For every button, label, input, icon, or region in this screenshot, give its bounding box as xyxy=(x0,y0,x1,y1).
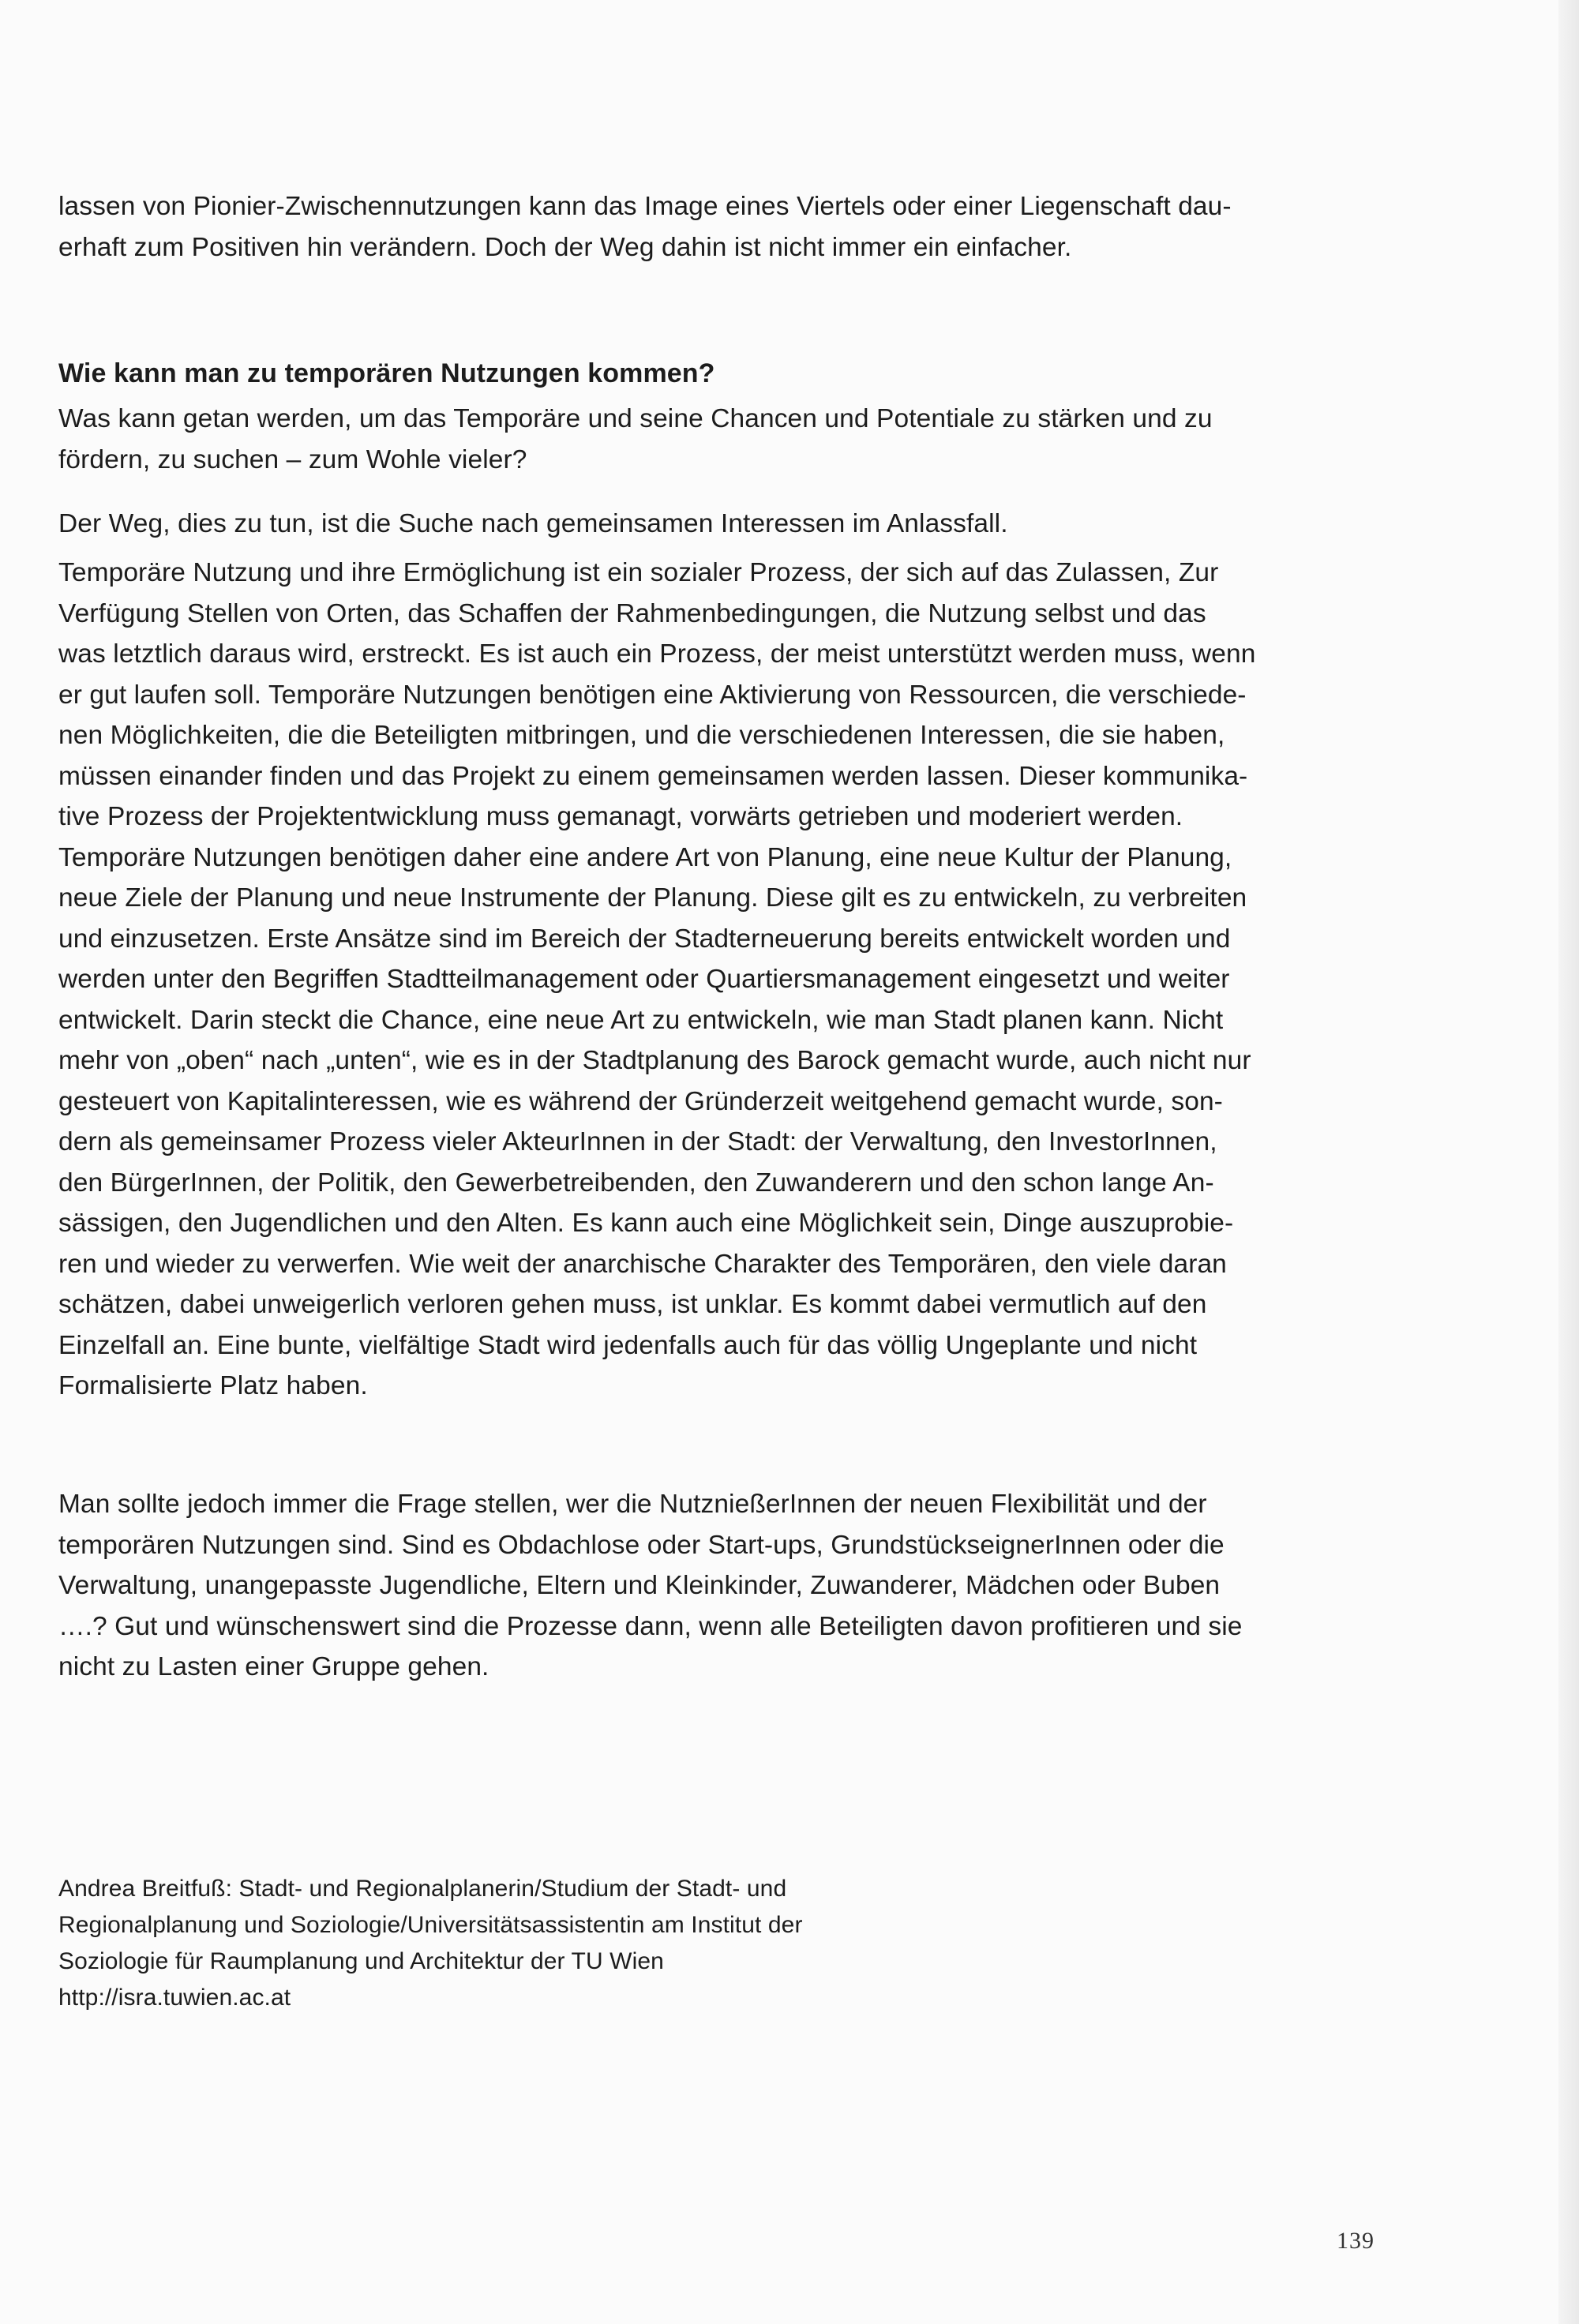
text-line: fördern, zu suchen – zum Wohle vieler? xyxy=(58,444,527,474)
text-line: temporären Nutzungen sind. Sind es Obdachlose oder Start-ups, GrundstückseignerInnen oder die xyxy=(58,1530,1225,1560)
text-line: ….? Gut und wünschenswert sind die Prozesse dann, wenn alle Beteiligten davon profitieren und sie xyxy=(58,1611,1243,1641)
question-paragraph xyxy=(58,399,1353,480)
text-line: was letztlich daraus wird, erstreckt. Es ist auch ein Prozess, der meist unterstützt werden muss, wenn xyxy=(58,639,1256,669)
text-line: neue Ziele der Planung und neue Instrumente der Planung. Diese gilt es zu entwickeln, zu verbreiten xyxy=(58,883,1247,913)
text-line: werden unter den Begriffen Stadtteilmanagement oder Quartiersmanagement eingesetzt und weiter xyxy=(58,965,1230,994)
text-line: sässigen, den Jugendlichen und den Alten. Es kann auch eine Möglichkeit sein, Dinge auszuprobie- xyxy=(58,1209,1234,1238)
text-line: Formalisierte Platz haben. xyxy=(58,1371,368,1400)
text-line: ren und wieder zu verwerfen. Wie weit der anarchische Charakter des Temporären, den viele daran xyxy=(58,1249,1227,1279)
way-paragraph xyxy=(58,504,1353,545)
text-line: Temporäre Nutzung und ihre Ermöglichung ist ein sozialer Prozess, der sich auf das Zulassen, Zur xyxy=(58,558,1219,587)
author-bio-line: Regionalplanung und Soziologie/Universitätsassistentin am Institut der xyxy=(58,1912,803,1938)
text-line: gesteuert von Kapitalinteressen, wie es während der Gründerzeit weitgehend gemacht wurde, son- xyxy=(58,1086,1223,1116)
closing-paragraph xyxy=(58,1484,1353,1688)
text-line: nen Möglichkeiten, die die Beteiligten mitbringen, und die verschiedenen Interessen, die sie haben, xyxy=(58,721,1225,750)
section-heading-block xyxy=(58,354,1353,395)
section-heading: Wie kann man zu temporären Nutzungen kommen? xyxy=(58,358,715,388)
text-line: lassen von Pionier-Zwischennutzungen kann das Image eines Viertels oder einer Liegenschaft dau- xyxy=(58,192,1232,221)
page-number: 139 xyxy=(1337,2228,1375,2254)
text-line: den BürgerInnen, der Politik, den Gewerbetreibenden, den Zuwanderern und den schon lange An- xyxy=(58,1168,1214,1198)
text-line: schätzen, dabei unweigerlich verloren gehen muss, ist unklar. Es kommt dabei vermutlich auf den xyxy=(58,1290,1207,1319)
author-bio-line: Andrea Breitfuß: Stadt- und Regionalplanerin/Studium der Stadt- und xyxy=(58,1876,787,1902)
text-line: Der Weg, dies zu tun, ist die Suche nach gemeinsamen Interessen im Anlassfall. xyxy=(58,509,1008,538)
text-line: dern als gemeinsamer Prozess vieler AkteurInnen in der Stadt: der Verwaltung, den InvestorInnen, xyxy=(58,1127,1217,1156)
text-line: Man sollte jedoch immer die Frage stellen, wer die NutznießerInnen der neuen Flexibilität und der xyxy=(58,1490,1207,1519)
text-line: mehr von „oben“ nach „unten“, wie es in der Stadtplanung des Barock gemacht wurde, auch nicht nur xyxy=(58,1046,1251,1075)
main-paragraph xyxy=(58,553,1353,1407)
text-line: Was kann getan werden, um das Temporäre und seine Chancen und Potentiale zu stärken und zu xyxy=(58,404,1213,433)
text-line: er gut laufen soll. Temporäre Nutzungen benötigen eine Aktivierung von Ressourcen, die verschiede- xyxy=(58,680,1247,710)
author-bio xyxy=(58,1871,1006,2016)
text-line: Temporäre Nutzungen benötigen daher eine andere Art von Planung, eine neue Kultur der Planung, xyxy=(58,842,1232,872)
author-url[interactable]: http://isra.tuwien.ac.at xyxy=(58,1985,291,2011)
text-line: müssen einander finden und das Projekt zu einem gemeinsamen werden lassen. Dieser kommunika- xyxy=(58,761,1248,791)
text-line: Verwaltung, unangepasste Jugendliche, Eltern und Kleinkinder, Zuwanderer, Mädchen oder Buben xyxy=(58,1571,1221,1600)
text-line: und einzusetzen. Erste Ansätze sind im Bereich der Stadterneuerung bereits entwickelt worden und xyxy=(58,924,1231,954)
text-line: Einzelfall an. Eine bunte, vielfältige Stadt wird jedenfalls auch für das völlig Ungeplante und nicht xyxy=(58,1330,1198,1360)
text-line: entwickelt. Darin steckt die Chance, eine neue Art zu entwickeln, wie man Stadt planen kann. Nicht xyxy=(58,1005,1224,1035)
text-line: nicht zu Lasten einer Gruppe gehen. xyxy=(58,1652,489,1681)
intro-paragraph xyxy=(58,186,1353,268)
text-line: erhaft zum Positiven hin verändern. Doch der Weg dahin ist nicht immer ein einfacher. xyxy=(58,232,1072,262)
text-line: Verfügung Stellen von Orten, das Schaffen der Rahmenbedingungen, die Nutzung selbst und das xyxy=(58,598,1206,628)
page-edge-shadow xyxy=(1558,0,1579,2324)
author-bio-line: Soziologie für Raumplanung und Architektur der TU Wien xyxy=(58,1948,664,1974)
text-line: tive Prozess der Projektentwicklung muss gemanagt, vorwärts getrieben und moderiert werden. xyxy=(58,802,1183,831)
